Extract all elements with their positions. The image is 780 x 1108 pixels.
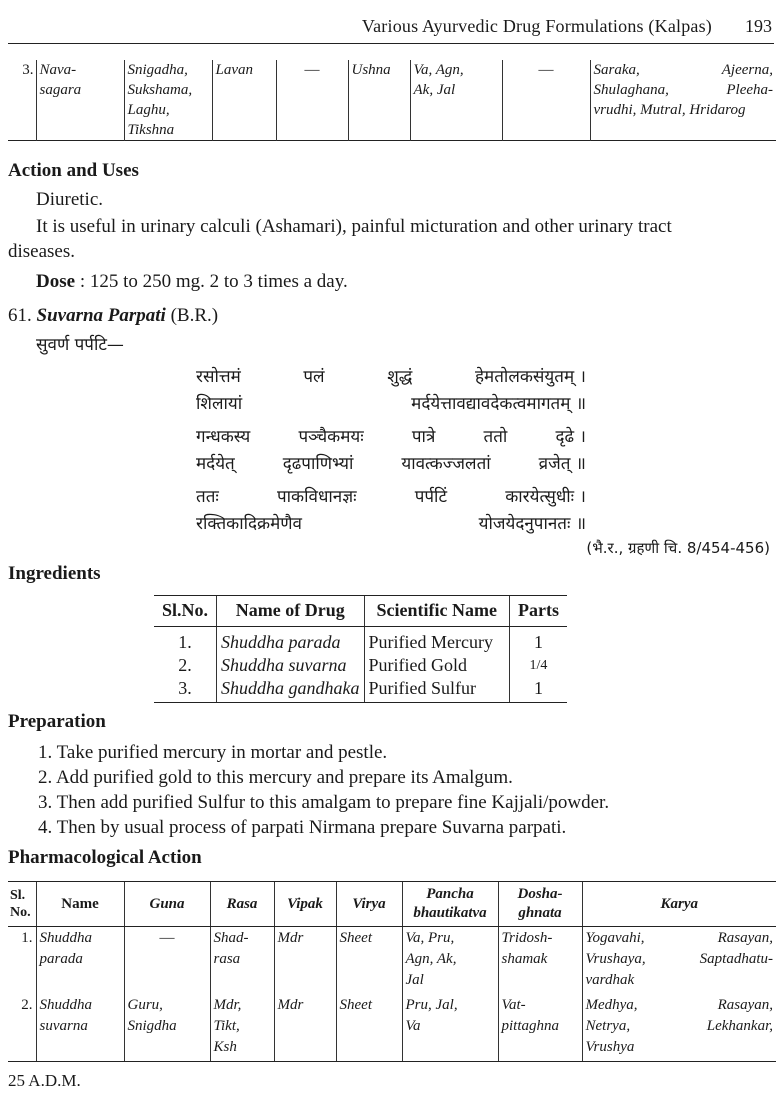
list-item: 2. Add purified gold to this mercury and prepare its Amalgum. bbox=[38, 767, 513, 788]
verse-reference: (भै.र., ग्रहणी चि. 8/454-456) bbox=[586, 539, 770, 557]
name-cell: Nava- sagara bbox=[36, 60, 124, 141]
drug-ref: (B.R.) bbox=[170, 305, 219, 326]
col-header: Sl.No. bbox=[154, 596, 217, 627]
col-header: Rasa bbox=[210, 882, 274, 927]
sl-cell: 3. bbox=[22, 62, 34, 78]
list-item: 1. Take purified mercury in mortar and pestle. bbox=[38, 742, 388, 763]
col-header: Scientific Name bbox=[364, 596, 509, 627]
action-line: Diuretic. bbox=[36, 189, 104, 210]
uses-line-cont: diseases. bbox=[8, 241, 76, 262]
rasa-cell: Lavan bbox=[212, 60, 276, 141]
col-header: Karya bbox=[582, 882, 776, 927]
action-uses-heading: Action and Uses bbox=[8, 160, 139, 181]
table-row: 1. Shuddha parada Purified Mercury 1 bbox=[154, 627, 567, 655]
verse-line: गन्धकस्य पञ्चैकमयः पात्रे ततो दृढे । bbox=[196, 427, 586, 447]
ingredients-table bbox=[154, 595, 567, 703]
list-item: 4. Then by usual process of parpati Nirmana prepare Suvarna parpati. bbox=[38, 817, 567, 838]
verse-line: मर्दयेत् दृढपाणिभ्यां यावत्कज्जलतां व्रजेत् ॥ bbox=[196, 454, 586, 474]
page-header bbox=[8, 14, 774, 44]
list-item: 3. Then add purified Sulfur to this amalgam to prepare fine Kajjali/powder. bbox=[38, 792, 610, 813]
col-header: Name of Drug bbox=[217, 596, 365, 627]
dosha-cell: — bbox=[502, 60, 590, 141]
col-header: Guna bbox=[124, 882, 210, 927]
guna-cell: Snigadha, Sukshama, Laghu, Tikshna bbox=[124, 60, 212, 141]
vipak-cell: — bbox=[276, 60, 348, 141]
table-row: 1. Shuddha parada — Shad- rasa Mdr Sheet Va, Pru, Agn, Ak, Jal Tridosh- shamak Yogavahi, Rasayan, Vrushaya, Saptadhatu- vardhak bbox=[8, 927, 776, 995]
dose-text: : 125 to 250 mg. 2 to 3 times a day. bbox=[79, 271, 348, 292]
col-header: Vipak bbox=[274, 882, 336, 927]
dose-label: Dose bbox=[36, 271, 76, 292]
drug-name: Suvarna Parpati bbox=[36, 305, 166, 326]
verse-line: रसोत्तमं पलं शुद्धं हेमतोलकसंयुतम् । bbox=[196, 367, 586, 387]
drug-title bbox=[8, 304, 218, 328]
verse-line: शिलायां मर्दयेत्तावद्यावदेकत्वमागतम् ॥ bbox=[196, 394, 586, 414]
pharmacological-heading: Pharmacological Action bbox=[8, 847, 202, 868]
page-number: 193 bbox=[745, 16, 772, 36]
continued-table bbox=[8, 60, 776, 141]
sanskrit-verse bbox=[196, 364, 586, 538]
running-title: Various Ayurvedic Drug Formulations (Kalpas) bbox=[361, 16, 712, 36]
pharmacological-table bbox=[8, 881, 776, 1062]
karya-cell: Saraka, Ajeerna, Shulaghana, Pleeha- vrudhi, Mutral, Hridarog bbox=[590, 60, 776, 141]
virya-cell: Ushna bbox=[348, 60, 410, 141]
col-header: Virya bbox=[336, 882, 402, 927]
preparation-heading: Preparation bbox=[8, 711, 106, 732]
sanskrit-drug-name: सुवर्ण पर्पटि— bbox=[36, 335, 124, 355]
drug-number: 61. bbox=[8, 305, 32, 326]
page-footer: 25 A.D.M. bbox=[8, 1071, 81, 1090]
table-row: 2. Shuddha suvarna Guru, Snigdha Mdr, Tikt, Ksh Mdr Sheet Pru, Jal, Va Vat- pittaghna Medhya, Rasayan, Netrya, Lekhankar, Vrushya bbox=[8, 994, 776, 1062]
col-header: Pancha bhautikatva bbox=[402, 882, 498, 927]
ingredients-heading: Ingredients bbox=[8, 563, 101, 584]
table-header-row bbox=[154, 596, 567, 627]
col-header: Dosha-ghnata bbox=[498, 882, 582, 927]
pancha-cell: Va, Agn, Ak, Jal bbox=[410, 60, 502, 141]
dose-line bbox=[36, 270, 348, 294]
verse-line: रक्तिकादिक्रमेणैव योजयेदनुपानतः ॥ bbox=[196, 514, 586, 534]
table-row bbox=[8, 60, 776, 141]
col-header: Sl. No. bbox=[8, 882, 36, 927]
col-header: Name bbox=[36, 882, 124, 927]
uses-line: It is useful in urinary calculi (Ashamari), painful micturation and other urinary tract bbox=[36, 216, 672, 237]
col-header: Parts bbox=[509, 596, 566, 627]
table-header-row bbox=[8, 882, 776, 927]
table-row: 2. Shuddha suvarna Purified Gold 1/4 bbox=[154, 654, 567, 677]
verse-line: ततः पाकविधानज्ञः पर्पटिं कारयेत्सुधीः । bbox=[196, 487, 586, 507]
preparation-steps bbox=[38, 740, 609, 840]
table-row: 3. Shuddha gandhaka Purified Sulfur 1 bbox=[154, 677, 567, 703]
